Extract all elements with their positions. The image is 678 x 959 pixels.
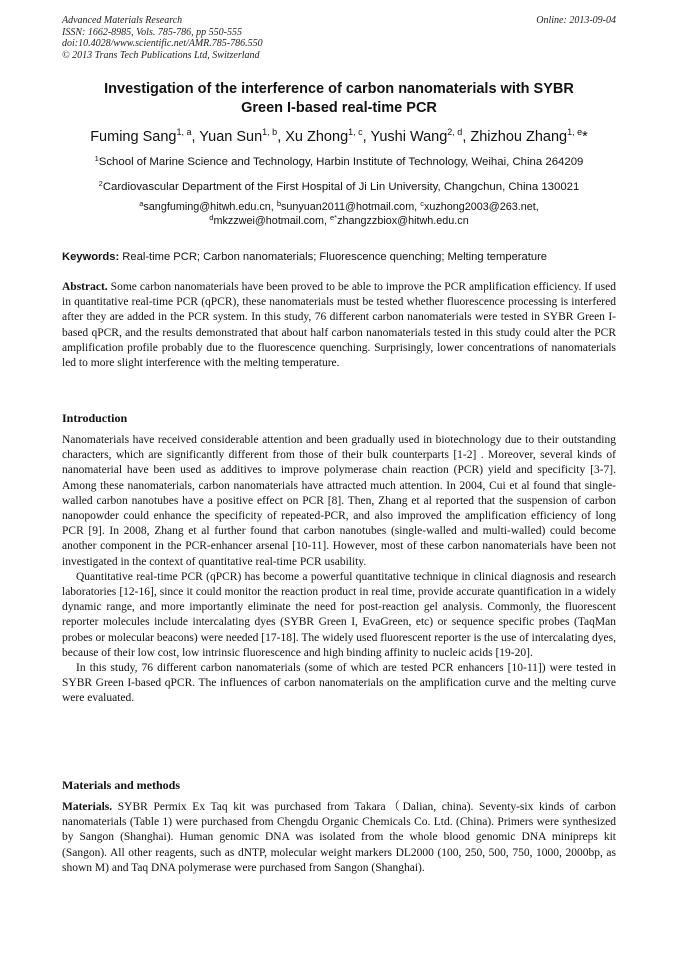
doi-line: doi:10.4028/www.scientific.net/AMR.785-786.550	[62, 38, 263, 49]
author-name: Yushi Wang	[370, 129, 448, 145]
email-mark: d	[209, 212, 214, 222]
affiliation-mark: 2	[98, 179, 103, 188]
email-c: xuzhong2003@263.net,	[423, 201, 539, 213]
author-affil-mark: 1, c	[348, 127, 363, 137]
materials-paragraph	[62, 800, 616, 876]
author-affil-mark: 1, e	[567, 127, 583, 137]
author-affil-mark: 1, b	[262, 127, 278, 137]
affiliation-mark: 1	[94, 154, 99, 163]
title-line-1: Investigation of the interference of carbon nanomaterials with SYBR	[104, 81, 574, 97]
email-mark: e*	[330, 212, 338, 222]
abstract-text: Some carbon nanomaterials have been proved to be able to improve the PCR amplification efficiency. If used in quantitative real-time PCR (qPCR), these nanomaterials must be tested whether fluorescence processing is interfered after they are added in the PCR system. In this study, 76 different carbon nanomaterials were tested in SYBR Green I-based qPCR, and the results demonstrated that about half carbon nanomaterials tested in this study could alter the PCR amplification profile probably due to the fluorescence quenching. Surprisingly, lower concentrations of nanomaterials led to more slight interference with the melting temperature.	[62, 281, 616, 370]
email-line-1	[62, 201, 616, 215]
abstract	[62, 280, 616, 371]
email-d: mkzzwei@hotmail.com,	[213, 214, 331, 227]
email-block	[62, 201, 616, 228]
introduction-body	[62, 433, 616, 707]
materials-text: SYBR Permix Ex Taq kit was purchased from Takara（Dalian, china). Seventy-six kinds of carbon nanomaterials (Table 1) were purchased from Chengdu Organic Chemicals Co. Ltd. (China). Primers were synthesized by Sangon (Shanghai). Human genomic DNA was isolated from the whole blood genomic DNA minipreps kit (Sangon). All other reagents, such as dNTP, molecular weight markers DL2000 (100, 250, 500, 750, 1000, 2000bp, as shown M) and Taq DNA polymerase were purchased from Sangon (Shanghai).	[62, 801, 616, 874]
issn-line: ISSN: 1662-8985, Vols. 785-786, pp 550-555	[62, 26, 242, 38]
email-e: zhangzzbiox@hitwh.edu.cn	[337, 214, 469, 227]
author-affil-mark: 2, d	[447, 127, 463, 137]
email-a: sangfuming@hitwh.edu.cn,	[143, 201, 277, 213]
affiliation-2	[62, 180, 616, 194]
author-affil-mark: 1, a	[176, 127, 192, 137]
section-heading-introduction: Introduction	[62, 411, 128, 425]
author-name: Zhizhou Zhang	[470, 129, 568, 145]
affiliation-text: Cardiovascular Department of the First Hospital of Ji Lin University, Changchun, China 130021	[102, 181, 580, 193]
paragraph: Quantitative real-time PCR (qPCR) has become a powerful quantitative technique in clinical diagnosis and research laboratories [12-16], since it could monitor the reaction product in real time, provide accurate quantification in a widely dynamic range, and more importantly eliminate the need for post-reaction gel analysis. Commonly, the fluorescent reporter molecules include intercalating dyes (SYBR Green I, EvaGreen, etc) or sequence specific probes (TaqMan probes or molecular beacons) were needed [17-18]. The widely used fluorescent reporter is the use of intercalating dyes, because of their low cost, low intrinsic fluorescence and high binding affinity to nucleic acids [19-20].	[62, 570, 616, 659]
email-mark: a	[139, 199, 144, 208]
title-line-2: Green I-based real-time PCR	[241, 100, 437, 116]
email-line-2	[62, 212, 616, 229]
author-name: Yuan Sun	[199, 129, 263, 145]
journal-name: Advanced Materials Research	[62, 15, 183, 26]
keywords-text: Real-time PCR; Carbon nanomaterials; Fluorescence quenching; Melting temperature	[119, 251, 548, 263]
abstract-label: Abstract.	[62, 281, 108, 293]
keywords-label: Keywords:	[62, 251, 120, 263]
journal-header	[62, 15, 616, 61]
paragraph: Nanomaterials have received considerable attention and been gradually used in biotechnology due to their outstanding characters, which are significantly different from those of their bulk counterparts [1-2] . Moreover, several kinds of nanomaterial have been used as additives to improve polymerase chain reaction (PCR) yield and specificity [3-7]. Among these nanomaterials, carbon nanomaterials have attracted much attention. In 2004, Cui et al found that single-walled carbon nanotubes have a positive effect on PCR [8]. Then, Zhang et al reported that the suspension of carbon nanopowder could enhance the specificity of repeated-PCR, and also improved the amplification efficiency of long PCR [9]. In 2008, Zhang et al further found that carbon nanotubes (single-walled and multi-walled) could become another component in the PCR-enhancer arsenal [10-11]. However, most of these carbon nanomaterials have been not investigated in the context of quantitative real-time PCR usability.	[62, 434, 616, 568]
section-heading-materials-methods: Materials and methods	[62, 778, 180, 792]
email-mark: c	[420, 199, 424, 208]
materials-label: Materials.	[62, 801, 113, 813]
copyright-line: © 2013 Trans Tech Publications Ltd, Switzerland	[62, 49, 260, 61]
online-date: Online: 2013-09-04	[536, 15, 616, 26]
author-name: Xu Zhong	[285, 129, 349, 145]
author-list: Fuming Sang$^{1, a}$, Yuan Sun$^{1, b}$, Xu Zhong$^{1, c}$, Yushi Wang$^{2, d}$, Zhizhou Zhang$^{1, e}$*	[90, 127, 588, 145]
paragraph: In this study, 76 different carbon nanomaterials (some of which are tested PCR enhancers [10-11]) were tested in SYBR Green I-based qPCR. The influences of carbon nanomaterials on the amplification curve and the melting curve were evaluated.	[62, 662, 616, 705]
email-mark: b	[276, 199, 281, 208]
paper-title	[62, 80, 616, 118]
corresponding-star: *	[582, 129, 588, 145]
author-name: Fuming Sang	[90, 129, 177, 145]
email-b: sunyuan2011@hotmail.com,	[280, 201, 421, 213]
keywords	[62, 250, 616, 264]
affiliation-text: School of Marine Science and Technology, Harbin Institute of Technology, Weihai, China 264209	[98, 156, 584, 168]
affiliation-1	[62, 155, 616, 169]
